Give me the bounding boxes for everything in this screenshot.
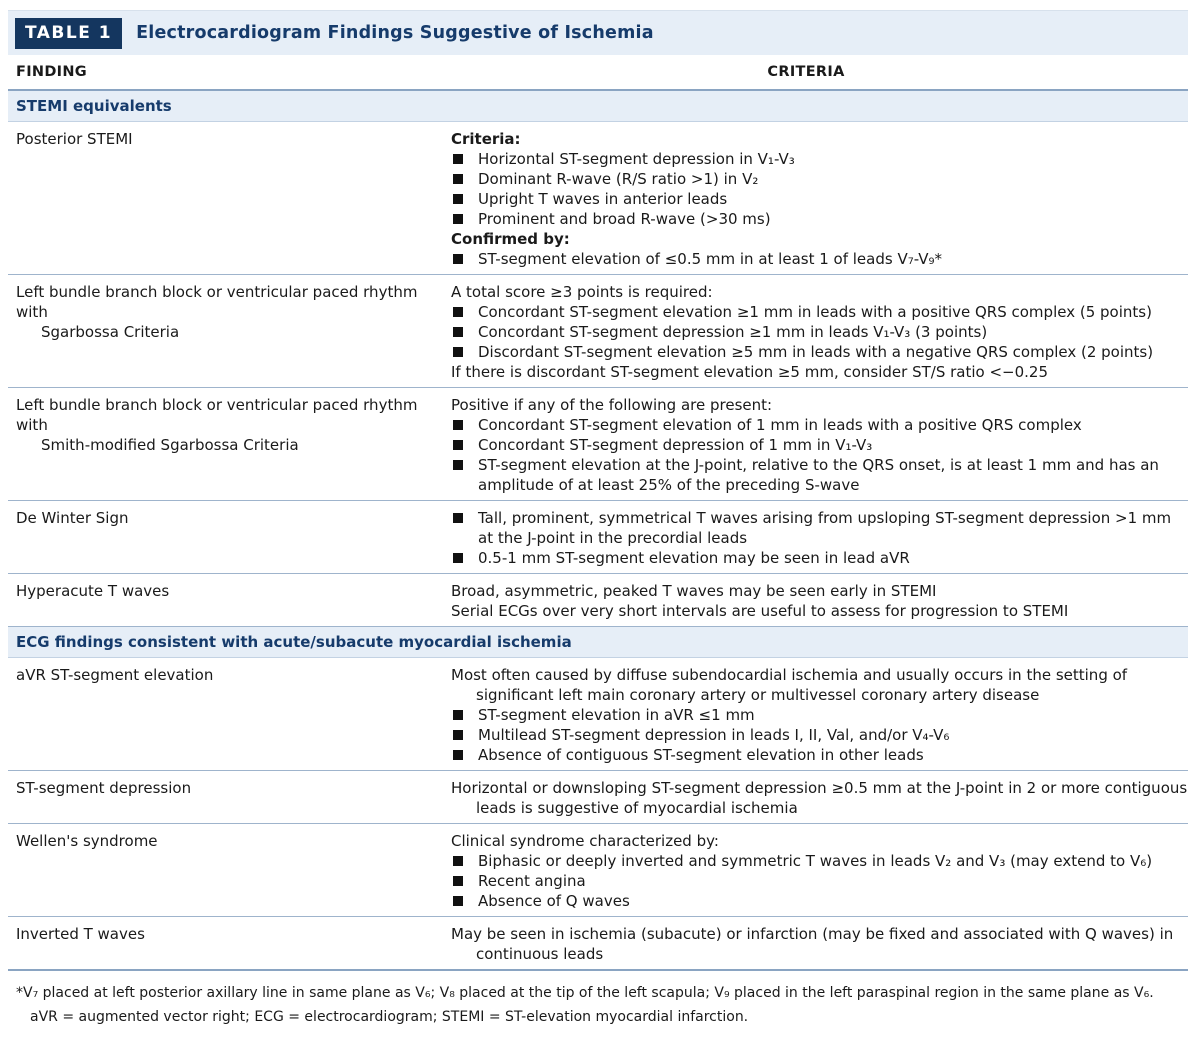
finding-text: Left bundle branch block or ventricular paced rhythm with: [16, 396, 418, 434]
criteria-bullet-text: Absence of Q waves: [478, 892, 630, 910]
criteria-bullet: [451, 209, 1188, 229]
square-bullet-icon: [453, 154, 463, 164]
finding-cell: [8, 665, 443, 765]
table-row: [8, 275, 1188, 388]
table-row: [8, 824, 1188, 917]
criteria-bullet-text: Concordant ST-segment elevation of 1 mm in leads with a positive QRS complex: [478, 416, 1082, 434]
finding-text: Inverted T waves: [16, 925, 145, 943]
table-row: [8, 917, 1188, 971]
finding-text: Wellen's syndrome: [16, 832, 158, 850]
criteria-bullet-text: Upright T waves in anterior leads: [478, 190, 728, 208]
square-bullet-icon: [453, 730, 463, 740]
criteria-bullet-text: 0.5-1 mm ST-segment elevation may be seen in lead aVR: [478, 549, 910, 567]
criteria-bullet: [451, 342, 1188, 362]
criteria-cell: [443, 831, 1188, 911]
footnote-lead-placement: *V₇ placed at left posterior axillary line in same plane as V₆; V₈ placed at the tip of the left scapula; V₉ placed in the left paraspinal region in the same plane as V₆.: [16, 985, 1154, 1001]
criteria-text: Horizontal or downsloping ST-segment depression ≥0.5 mm at the J-point in 2 or more contiguous leads is suggestive of myocardial ischemia: [451, 779, 1188, 817]
criteria-cell: [443, 282, 1188, 382]
finding-text: Left bundle branch block or ventricular paced rhythm with: [16, 283, 418, 321]
criteria-bullet: [451, 169, 1188, 189]
finding-cell: [8, 395, 443, 495]
criteria-bullet: [451, 189, 1188, 209]
criteria-bullet: [451, 149, 1188, 169]
criteria-bullet: [451, 302, 1188, 322]
criteria-text: Positive if any of the following are present:: [451, 396, 773, 414]
footnote-abbreviations: aVR = augmented vector right; ECG = electrocardiogram; STEMI = ST-elevation myocardial infarction.: [30, 1009, 749, 1025]
criteria-bullet-text: Prominent and broad R-wave (>30 ms): [478, 210, 771, 228]
finding-cell: [8, 282, 443, 382]
criteria-bullet: [451, 322, 1188, 342]
criteria-bullet-text: Multilead ST-segment depression in leads I, II, Val, and/or V₄-V₆: [478, 726, 950, 744]
criteria-text: Most often caused by diffuse subendocardial ischemia and usually occurs in the setting of significant left main coronary artery or multivessel coronary artery disease: [451, 666, 1128, 704]
finding-text: aVR ST-segment elevation: [16, 666, 214, 684]
criteria-text: If there is discordant ST-segment elevation ≥5 mm, consider ST/S ratio <−0.25: [451, 363, 1049, 381]
square-bullet-icon: [453, 553, 463, 563]
table-row: [8, 122, 1188, 275]
criteria-column-header: CRITERIA: [767, 64, 845, 80]
criteria-bullet-text: ST-segment elevation of ≤0.5 mm in at least 1 of leads V₇-V₉*: [478, 250, 943, 268]
criteria-bullet: [451, 435, 1188, 455]
square-bullet-icon: [453, 174, 463, 184]
square-bullet-icon: [453, 440, 463, 450]
criteria-bullet: [451, 725, 1188, 745]
finding-cell: [8, 508, 443, 568]
finding-cell: [8, 924, 443, 964]
criteria-cell: [443, 581, 1188, 621]
criteria-text: Serial ECGs over very short intervals are useful to assess for progression to STEMI: [451, 602, 1069, 620]
table-number-badge: TABLE 1: [15, 18, 122, 49]
criteria-cell: [443, 924, 1188, 964]
criteria-cell: [443, 395, 1188, 495]
finding-text: De Winter Sign: [16, 509, 129, 527]
criteria-text: May be seen in ischemia (subacute) or infarction (may be fixed and associated with Q waves) in continuous leads: [451, 925, 1174, 963]
table-row: [8, 658, 1188, 771]
square-bullet-icon: [453, 214, 463, 224]
criteria-bullet: [451, 871, 1188, 891]
table-row: [8, 388, 1188, 501]
criteria-bullet-text: Dominant R-wave (R/S ratio >1) in V₂: [478, 170, 759, 188]
criteria-bullet: [451, 745, 1188, 765]
square-bullet-icon: [453, 347, 463, 357]
criteria-cell: [443, 129, 1188, 269]
finding-text: Posterior STEMI: [16, 130, 133, 148]
section-header: STEMI equivalents: [8, 91, 1188, 122]
criteria-cell: [443, 508, 1188, 568]
square-bullet-icon: [453, 513, 463, 523]
square-bullet-icon: [453, 896, 463, 906]
criteria-bullet-text: Tall, prominent, symmetrical T waves arising from upsloping ST-segment depression >1 mm at the J-point in the precordial leads: [478, 509, 1172, 547]
criteria-bullet-text: Recent angina: [478, 872, 586, 890]
square-bullet-icon: [453, 856, 463, 866]
finding-text: Smith-modified Sgarbossa Criteria: [41, 436, 299, 454]
square-bullet-icon: [453, 710, 463, 720]
criteria-text: Clinical syndrome characterized by:: [451, 832, 719, 850]
criteria-bullet-text: Concordant ST-segment depression ≥1 mm in leads V₁-V₃ (3 points): [478, 323, 988, 341]
criteria-subheading: Confirmed by:: [451, 230, 570, 248]
criteria-bullet-text: Discordant ST-segment elevation ≥5 mm in leads with a negative QRS complex (2 points): [478, 343, 1154, 361]
square-bullet-icon: [453, 460, 463, 470]
criteria-bullet-text: ST-segment elevation in aVR ≤1 mm: [478, 706, 755, 724]
section-header: ECG findings consistent with acute/subacute myocardial ischemia: [8, 627, 1188, 658]
table-row: [8, 574, 1188, 627]
criteria-bullet-text: Concordant ST-segment depression of 1 mm in V₁-V₃: [478, 436, 873, 454]
criteria-bullet: [451, 508, 1188, 548]
finding-text: ST-segment depression: [16, 779, 192, 797]
square-bullet-icon: [453, 420, 463, 430]
table-title: Electrocardiogram Findings Suggestive of Ischemia: [136, 23, 654, 43]
criteria-cell: [443, 665, 1188, 765]
criteria-bullet: [451, 891, 1188, 911]
criteria-bullet: [451, 705, 1188, 725]
square-bullet-icon: [453, 750, 463, 760]
column-header-row: [8, 55, 1188, 91]
criteria-bullet-text: Biphasic or deeply inverted and symmetric T waves in leads V₂ and V₃ (may extend to V₆): [478, 852, 1153, 870]
table-title-bar: [8, 10, 1188, 55]
table-page: [8, 10, 1188, 1029]
table-row: [8, 501, 1188, 574]
finding-cell: [8, 129, 443, 269]
criteria-subheading: Criteria:: [451, 130, 521, 148]
finding-cell: [8, 778, 443, 818]
table-row: [8, 771, 1188, 824]
criteria-bullet: [451, 851, 1188, 871]
finding-column-header: FINDING: [16, 64, 88, 80]
criteria-bullet: [451, 548, 1188, 568]
square-bullet-icon: [453, 254, 463, 264]
finding-cell: [8, 581, 443, 621]
criteria-bullet-text: Absence of contiguous ST-segment elevation in other leads: [478, 746, 924, 764]
finding-text: Hyperacute T waves: [16, 582, 170, 600]
square-bullet-icon: [453, 327, 463, 337]
finding-cell: [8, 831, 443, 911]
criteria-bullet-text: ST-segment elevation at the J-point, relative to the QRS onset, is at least 1 mm and has an amplitude of at least 25% of the preceding S-wave: [478, 456, 1159, 494]
square-bullet-icon: [453, 194, 463, 204]
table-footnotes: [8, 971, 1188, 1029]
criteria-text: Broad, asymmetric, peaked T waves may be seen early in STEMI: [451, 582, 937, 600]
finding-text: Sgarbossa Criteria: [41, 323, 180, 341]
criteria-cell: [443, 778, 1188, 818]
criteria-bullet-text: Concordant ST-segment elevation ≥1 mm in leads with a positive QRS complex (5 points): [478, 303, 1152, 321]
criteria-bullet: [451, 249, 1188, 269]
square-bullet-icon: [453, 876, 463, 886]
table-body: [8, 91, 1188, 971]
criteria-text: A total score ≥3 points is required:: [451, 283, 713, 301]
criteria-bullet: [451, 415, 1188, 435]
criteria-bullet: [451, 455, 1188, 495]
criteria-bullet-text: Horizontal ST-segment depression in V₁-V₃: [478, 150, 795, 168]
square-bullet-icon: [453, 307, 463, 317]
